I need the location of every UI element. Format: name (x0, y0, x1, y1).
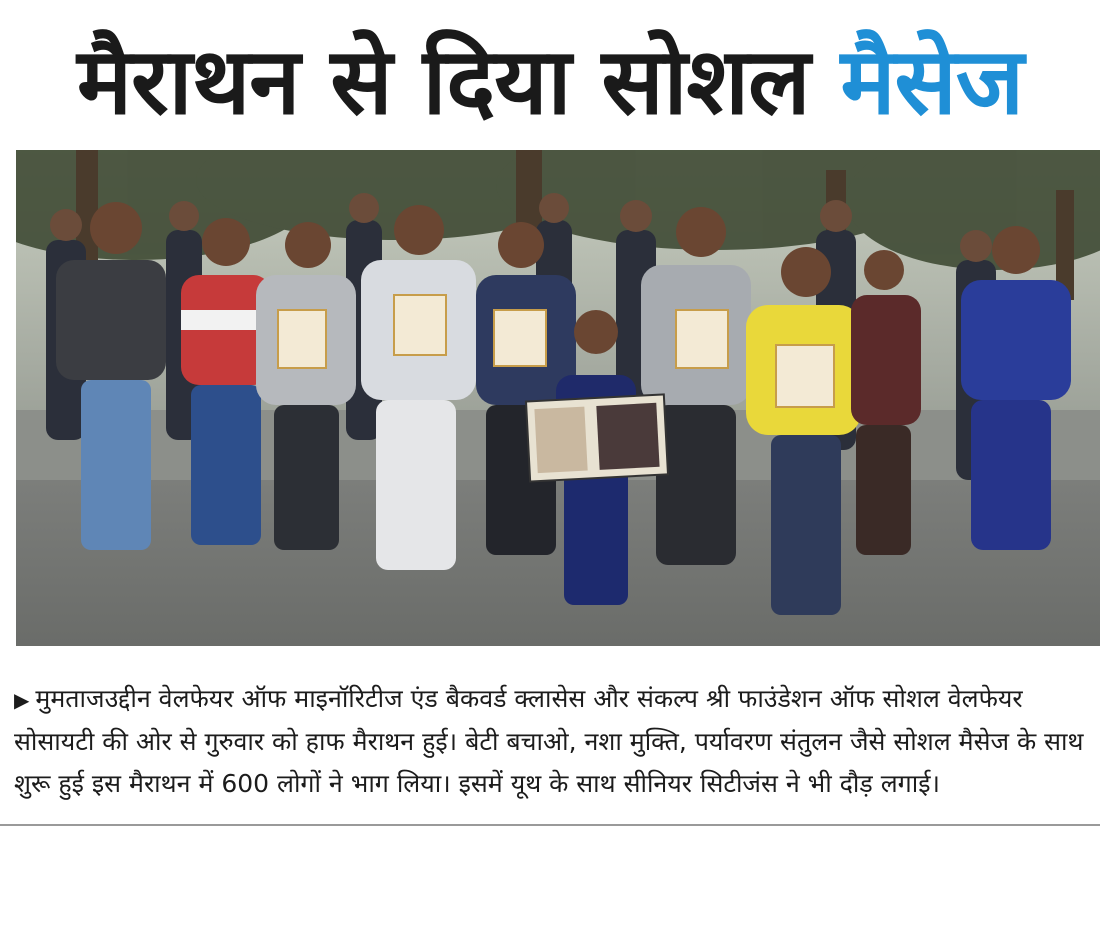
caption-text: मुमताजउद्दीन वेलफेयर ऑफ माइनॉरिटीज एंड बैकवर्ड क्लासेस और संकल्प श्री फाउंडेशन ऑफ सोशल वेलफेयर सोसायटी की ओर से गुरुवार को हाफ मैराथन हुई। बेटी बचाओ, नशा मुक्ति, पर्यावरण संतुलन जैसे सोशल मैसेज के साथ शुरू हुई इस मैराथन में 600 लोगों ने भाग लिया। इसमें यूथ के साथ सीनियर सिटीजंस ने भी दौड़ लगाई। (14, 684, 1084, 798)
headline (0, 22, 1100, 142)
caption-arrow-icon: ▶ (14, 688, 30, 712)
headline-accent: मैसेज (840, 28, 1023, 135)
headline-main: मैराथन से दिया सोशल (77, 28, 810, 135)
news-photo (16, 150, 1100, 646)
section-divider (0, 824, 1100, 826)
marathon-photo-illustration (16, 150, 1100, 646)
photo-caption (14, 678, 1086, 805)
poster (526, 394, 668, 481)
